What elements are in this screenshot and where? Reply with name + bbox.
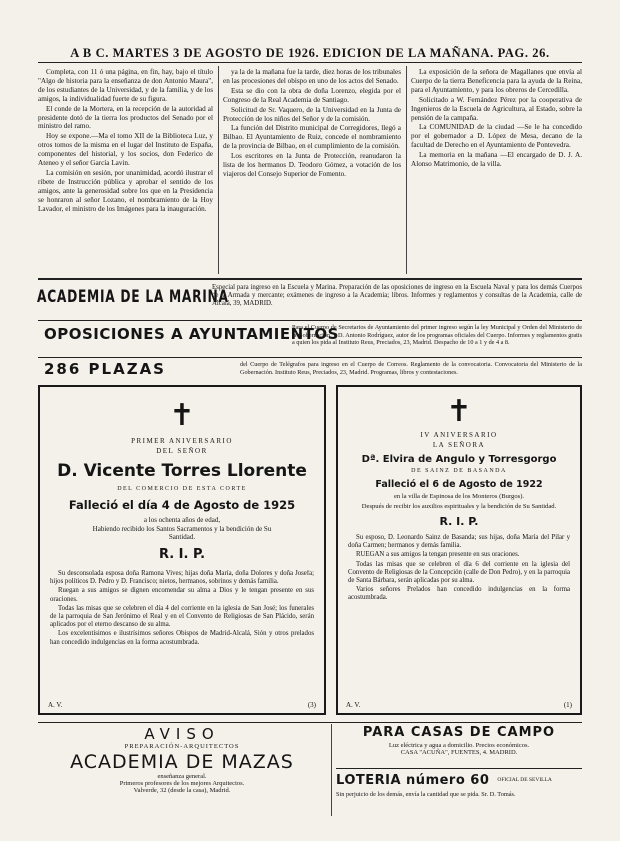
header-rule <box>38 62 582 63</box>
column-right <box>411 68 582 272</box>
paragraph: La memoria en la mañana —El encargado de D. J. A. Alonso Matrimonio, de la villa. <box>411 151 582 169</box>
paragraph: La COMUNIDAD de la ciudad —Se le ha concedido por el gobernador a D. López de Mesa, decano de la facultad de Derecho en el Ayuntamiento de Pontevedra. <box>411 123 582 150</box>
casas-line: CASA "ACUÑA", FUENTES, 4. MADRID. <box>400 749 518 756</box>
section-rule <box>336 768 582 769</box>
loteria-side: OFICIAL DE SEVILLA <box>497 777 552 784</box>
obituary-footer-left: A. V. <box>48 701 63 709</box>
paragraph: La comisión en sesión, por unanimidad, acordó ilustrar el ribete de Instrucción pública y aprobar el sentido de los amigos, ante la generosidad sobre los que en la Presidencia se honraron al señor Lozano, el nombramiento de la Hoy Lavador, el ministro de los Imágenes para la inauguración. <box>38 168 213 213</box>
paragraph: Su esposo, D. Leonardo Sainz de Basanda; sus hijas, doña María del Pilar y doña Carmen; hermanos y demás familia. <box>348 534 570 550</box>
plazas-title: 286 PLAZAS <box>44 360 166 378</box>
obituary-rip: R. I. P. <box>439 515 479 528</box>
paragraph: Hoy se expone.—Ma el tomo XII de la Biblioteca Luz, y otros tomos de la misma en el lugar del Instituto de España, componentes del historial, y los socios, don Federico de Ateneo y el señor García Lavin. <box>38 132 213 168</box>
obituary-date: Falleció el día 4 de Agosto de 1925 <box>68 498 296 512</box>
loteria-title: LOTERIA número 60 <box>336 773 490 788</box>
obituary-pretitle: IV ANIVERSARIO <box>420 431 498 439</box>
oposiciones-title: OPOSICIONES A AYUNTAMIENTOS <box>44 325 339 343</box>
paragraph: Esta se dio con la obra de doña Lorenzo, elegida por el Congreso de la Real Academia de Santiago. <box>223 86 401 104</box>
column-left <box>38 68 213 268</box>
obituary-body <box>50 570 314 694</box>
paragraph: Todas las misas que se celebren el día 4 del corriente en la iglesia de San José; los funerales de la parroquia de San Jerónimo el Real y en el Convento de Religiosas de San Plácido, serán aplicados por el eterno descanso de su alma. <box>50 604 314 629</box>
academia-marina-text: Especial para ingreso en la Escuela y Marina. Preparación de las oposiciones de ingreso en la Escuela Naval y para los demás Cuerpos de la Armada y mercante; exámenes de ingreso a la Academia; libros. Informes y reglamentos y consultas de la Academia, calle de Alcalá, 39, MADRID. <box>212 284 582 308</box>
column-divider <box>218 66 219 274</box>
obituary-footer-left: A. V. <box>346 701 361 709</box>
column-divider <box>331 724 332 816</box>
aviso-line: Primeros profesores de los mejores Arquitectos. <box>119 780 245 787</box>
obituary-sacraments: Habiendo recibido los Santos Sacramentos y la bendición de Su Santidad. <box>92 525 272 541</box>
obituary-del-senor: DEL SEÑOR <box>156 447 208 455</box>
casas-line: Luz eléctrica y agua a domicilio. Precios económicos. <box>388 742 530 749</box>
oposiciones-text-cont <box>44 343 284 355</box>
obituary-date: Falleció el 6 de Agosto de 1922 <box>375 479 543 490</box>
obituary-sacraments: Después de recibir los auxilios espirituales y la bendición de Su Santidad. <box>361 503 557 510</box>
paragraph: El conde de la Mortera, en la recepción de la autoridad al presidente dotó de la tierra los productos del Senado por el ministro del ramo. <box>38 104 213 131</box>
loteria-block <box>336 771 582 811</box>
obituary-left <box>38 385 326 715</box>
paragraph: Ruegan a sus amigos se dignen encomendar su alma a Dios y le tengan presente en sus oraciones. <box>50 587 314 603</box>
section-rule <box>38 320 582 321</box>
paragraph: Su desconsolada esposa doña Ramona Vives; hijas doña María, doña Dolores y doña Josefa; hijos políticos D. Pedro y D. Francisco; nietos, hermanos, sobrinos y demás familia. <box>50 570 314 586</box>
obituary-footer-right: (3) <box>307 701 316 709</box>
section-rule <box>38 722 582 723</box>
cross-icon: ✝ <box>169 398 195 433</box>
obituary-place: en la villa de Espinosa de los Monteros (Burgos). <box>393 493 525 500</box>
aviso-subtitle: PREPARACIÓN-ARQUITECTOS <box>124 743 240 750</box>
paragraph: ya la de la mañana fue la tarde, diez horas de los tribunales en las procesiones del obispo en uno de los actos del Senado. <box>223 68 401 85</box>
paragraph: Varios señores Prelados han concedido indulgencias en la forma acostumbrada. <box>348 586 570 602</box>
section-rule <box>38 278 582 280</box>
paragraph: La función del Distrito municipal de Corregidores, llegó a Bilbao. El Ayuntamiento de Ruiz, concede el nombramiento de la provincia de Bilbao, en el cumplimiento de la comisión. <box>223 124 401 151</box>
paragraph: RUEGAN a sus amigos la tengan presente en sus oraciones. <box>356 551 520 559</box>
obituary-right <box>336 385 582 715</box>
paragraph: Solicitud de Sr. Vaquero, de la Universidad en la Junta de Protección de los niños del Señor y de la comisión. <box>223 105 401 123</box>
casas-block <box>336 725 582 765</box>
obituary-del-senor: LA SEÑORA <box>432 441 486 449</box>
paragraph: Los escritores en la Junta de Protección, reanudaron la lista de los hermanos D. Teodoro Gómez, a votación de los viajeros del Consejo Superior de Fomento. <box>223 152 401 178</box>
oposiciones-text: Para el Cuerpo de Secretarios de Ayuntamiento del primer ingreso según la ley Municipal y Orden del Ministerio de la Gobernación, y D. Antonio Rodríguez, autor de los programas oficiales del Cuerpo. Informes y reglamentos gratis a quien los pida al Instituto Reus, Preciados, 23, Madrid. Despacho de 10 a 1 y de 4 a 8. <box>292 324 582 346</box>
section-rule <box>38 357 582 358</box>
paragraph: Completa, con 11 ó una página, en fin, hay, bajo el título "Algo de historia para la enseñanza de don Antonio Maura", de los estudiantes de la Universidad, y de la familia, y de los amigos, la individualidad fuerte de su figura. <box>38 68 213 103</box>
academia-mazas-title: ACADEMIA DE MAZAS <box>70 751 294 773</box>
obituary-name: Dª. Elvira de Angulo y Torresgorgo <box>361 454 557 465</box>
paragraph: Todas las misas que se celebren el día 6 del corriente en la iglesia del Convento de Religiosas de la Concepción (calle de Don Pedro), y en la parroquia de Santa Bárbara, serán aplicadas por su alma. <box>348 560 570 585</box>
paragraph: Solicitado a W. Fernández Pérez por la cooperativa de Ingenieros de la Escuela de Agricultura, al Estado, sobre la pensión de la campaña. <box>411 95 582 122</box>
column-divider <box>406 66 407 274</box>
obituary-rip: R. I. P. <box>158 547 206 562</box>
page-header: A B C. MARTES 3 DE AGOSTO DE 1926. EDICION DE LA MAÑANA. PAG. 26. <box>70 46 550 60</box>
loteria-line: Sin perjuicio de los demás, envía la cantidad que se pida. Sr. D. Tomás. <box>336 791 516 798</box>
column-middle <box>223 68 401 272</box>
cross-icon: ✝ <box>446 394 472 429</box>
plazas-text: del Cuerpo de Telégrafos para ingreso en el Cuerpo de Correos. Reglamento de la convocatoria. Convocatoria del Ministerio de la Gobernación. Instituto Reus, Preciados, 23, Madrid. Programas, libros y contestaciones. <box>240 361 582 376</box>
aviso-line: Valverde, 32 (desde la casa), Madrid. <box>133 787 231 794</box>
obituary-name: D. Vicente Torres Llorente <box>57 461 307 481</box>
obituary-subtitle: DEL COMERCIO DE ESTA CORTE <box>117 486 247 492</box>
obituary-subtitle: DE SAINZ DE BASANDA <box>411 468 507 474</box>
aviso-block <box>38 725 326 817</box>
obituary-age: a los ochenta años de edad, <box>143 516 221 524</box>
paragraph: Los excelentísimos e ilustrísimos señores Obispos de Madrid-Alcalá, Sión y otros prelados han concedido indulgencias en la forma acostumbrada. <box>50 630 314 646</box>
obituary-body <box>348 534 570 674</box>
academia-marina-logo: ACADEMIA DE LA MARINA <box>37 287 229 307</box>
casas-title: PARA CASAS DE CAMPO <box>362 725 556 740</box>
aviso-title: AVISO <box>144 725 220 743</box>
obituary-pretitle: PRIMER ANIVERSARIO <box>131 437 233 445</box>
obituary-footer-right: (1) <box>563 701 572 709</box>
paragraph: La exposición de la señora de Magallanes que envía al Cuerpo de la tierra Beneficencia para la ayuda de la Reina, para el Ayuntamiento, y para los obreros de Cercedilla. <box>411 68 582 94</box>
aviso-line: enseñanza general. <box>157 773 207 780</box>
